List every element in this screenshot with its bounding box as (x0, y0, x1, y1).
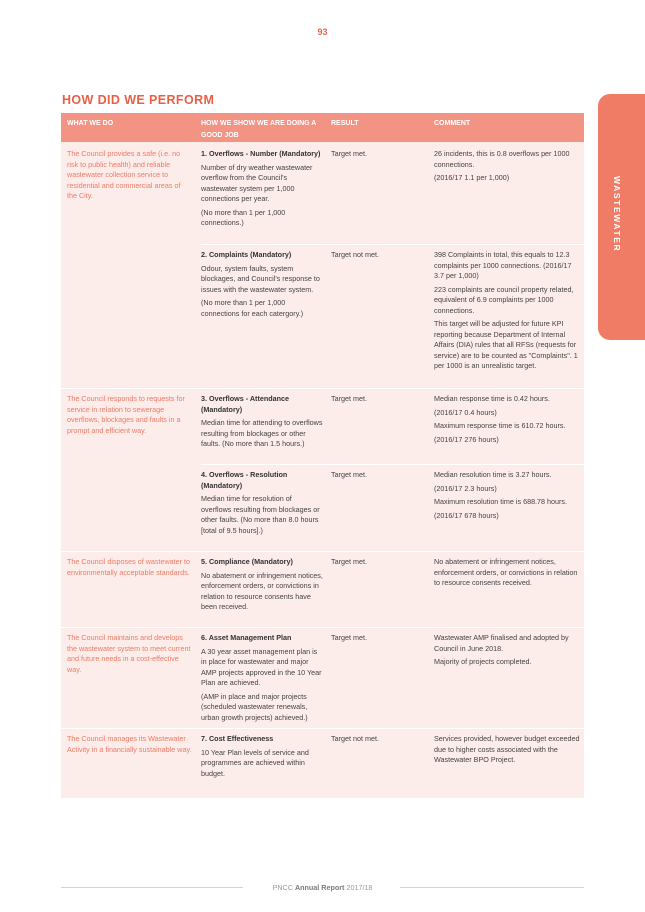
objective-2: The Council responds to requests for service in relation to sewerage overflows, blockages and faults in a prompt and efficient way. (67, 394, 185, 435)
footer-org: PNCC (272, 883, 293, 892)
comment-1 (434, 149, 582, 187)
comment-7 (434, 734, 582, 769)
comment-4-max-prior: (2016/17 678 hours) (434, 510, 499, 520)
comment-7-text: Services provided, however budget exceeded due to higher costs associated with the Wastewater BPO Project. (434, 734, 580, 764)
comment-3-median: Median response time is 0.42 hours. (434, 394, 550, 403)
row-divider (61, 551, 584, 552)
objective-1: The Council provides a safe (i.e. no risk to public health) and reliable wastewater collection service to residential and commercial areas of the City. (67, 149, 181, 200)
result-4: Target met. (331, 470, 367, 479)
measure-3 (201, 394, 323, 450)
comment-3 (434, 394, 582, 448)
comment-6 (434, 633, 582, 671)
footer (0, 883, 645, 892)
measure-6-title: 6. Asset Management Plan (201, 633, 292, 642)
row-divider (61, 627, 584, 628)
row-divider (61, 728, 584, 729)
header-how-we-show: HOW WE SHOW WE ARE DOING A GOOD JOB (201, 120, 317, 139)
comment-2-note: This target will be adjusted for future KPI reporting because Department of Internal Affairs (DIA) rules that all RFSs (requests for service) are to be counted as "Complaints". 1 per 1000 is an unrealistic target. (434, 319, 578, 370)
row-divider (61, 388, 584, 389)
measure-2-title: 2. Complaints (Mandatory) (201, 250, 292, 259)
result-1: Target met. (331, 149, 367, 158)
measure-1-desc: Number of dry weather wastewater overflow from the Council's wastewater system per 1,000 connections per year. (201, 162, 313, 203)
comment-2-total: 398 Complaints in total, this equals to 12.3 complaints per 1000 connections. (2016/17 3.7 per 1,000) (434, 250, 572, 280)
section-title: HOW DID WE PERFORM (62, 93, 215, 107)
comment-2-council: 223 complaints are council property related, equivalent of 6.9 complaints per 1000 connections. (434, 284, 574, 315)
measure-7 (201, 734, 323, 779)
footer-doc: Annual Report (294, 883, 345, 892)
performance-table (61, 113, 584, 798)
comment-2 (434, 250, 582, 375)
measure-5 (201, 557, 323, 613)
comment-4-max: Maximum resolution time is 688.78 hours. (434, 497, 568, 506)
footer-year: 2017/18 (346, 883, 373, 892)
comment-6-adopted: Wastewater AMP finalised and adopted by Council in June 2018. (434, 633, 569, 653)
result-3: Target met. (331, 394, 367, 403)
measure-6-target: (AMP in place and major projects (scheduled wastewater renewals, urban growth projects) achieved.) (201, 691, 308, 722)
comment-5 (434, 557, 582, 592)
measure-6 (201, 633, 323, 723)
header-comment: COMMENT (434, 120, 471, 127)
comment-1-prior: (2016/17 1.1 per 1,000) (434, 173, 510, 182)
measure-3-desc: Median time for attending to overflows resulting from blockages or other faults. (No more than 1.5 hours.) (201, 418, 323, 448)
section-side-tab[interactable] (598, 94, 645, 340)
page-number: 93 (317, 27, 328, 37)
measure-4-title: 4. Overflows - Resolution (Mandatory) (201, 470, 288, 490)
measure-2-desc: Odour, system faults, system blockages, and Council's response to issues with the wastewater system. (201, 263, 320, 294)
measure-3-title: 3. Overflows - Attendance (Mandatory) (201, 394, 290, 414)
comment-4 (434, 470, 582, 524)
comment-4-median-prior: (2016/17 2.3 hours) (434, 483, 497, 493)
comment-3-max-prior: (2016/17 276 hours) (434, 434, 499, 444)
result-7: Target not met. (331, 734, 379, 743)
comment-6-projects: Majority of projects completed. (434, 657, 532, 666)
measure-6-desc: A 30 year asset management plan is in place for wastewater and major AMP projects approved in the 10 Year Plan are achieved. (201, 646, 322, 687)
comment-4-median: Median resolution time is 3.27 hours. (434, 470, 552, 479)
objective-3: The Council disposes of wastewater to environmentally acceptable standards. (67, 557, 191, 577)
measure-1 (201, 149, 323, 229)
header-result: RESULT (331, 120, 359, 127)
measure-1-title: 1. Overflows - Number (Mandatory) (201, 149, 321, 158)
measure-4 (201, 470, 323, 536)
header-what-we-do: WHAT WE DO (67, 120, 114, 127)
objective-5: The Council manages its Wastewater Activity in a financially sustainable way. (67, 734, 192, 754)
objective-4: The Council maintains and develops the wastewater system to meet current and future needs in a cost-effective way. (67, 633, 191, 674)
comment-1-text: 26 incidents, this is 0.8 overflows per 1000 connections. (434, 149, 570, 169)
measure-4-desc: Median time for resolution of overflows resulting from blockages or other faults. (No more than 8.0 hours [total of 9.5 hours].) (201, 494, 320, 535)
measure-7-title: 7. Cost Effectiveness (201, 734, 274, 743)
row-divider (201, 244, 584, 245)
result-2: Target not met. (331, 250, 379, 259)
result-5: Target met. (331, 557, 367, 566)
comment-5-text: No abatement or infringement notices, enforcement orders, or convictions in relation to resource consents received. (434, 557, 578, 587)
result-6: Target met. (331, 633, 367, 642)
measure-7-desc: 10 Year Plan levels of service and programmes are achieved within budget. (201, 747, 309, 778)
row-divider (201, 464, 584, 465)
comment-3-median-prior: (2016/17 0.4 hours) (434, 407, 497, 417)
measure-2 (201, 250, 323, 319)
table-header (61, 113, 584, 142)
measure-5-desc: No abatement or infringement notices, enforcement orders, or convictions in relation to resource consents have been received. (201, 570, 323, 611)
measure-2-target: (No more than 1 per 1,000 connections for each catergory.) (201, 298, 304, 318)
measure-1-target: (No more than 1 per 1,000 connections.) (201, 207, 286, 227)
comment-3-max: Maximum response time is 610.72 hours. (434, 421, 566, 430)
measure-5-title: 5. Compliance (Mandatory) (201, 557, 293, 566)
side-tab-label: WASTEWATER (612, 176, 622, 253)
